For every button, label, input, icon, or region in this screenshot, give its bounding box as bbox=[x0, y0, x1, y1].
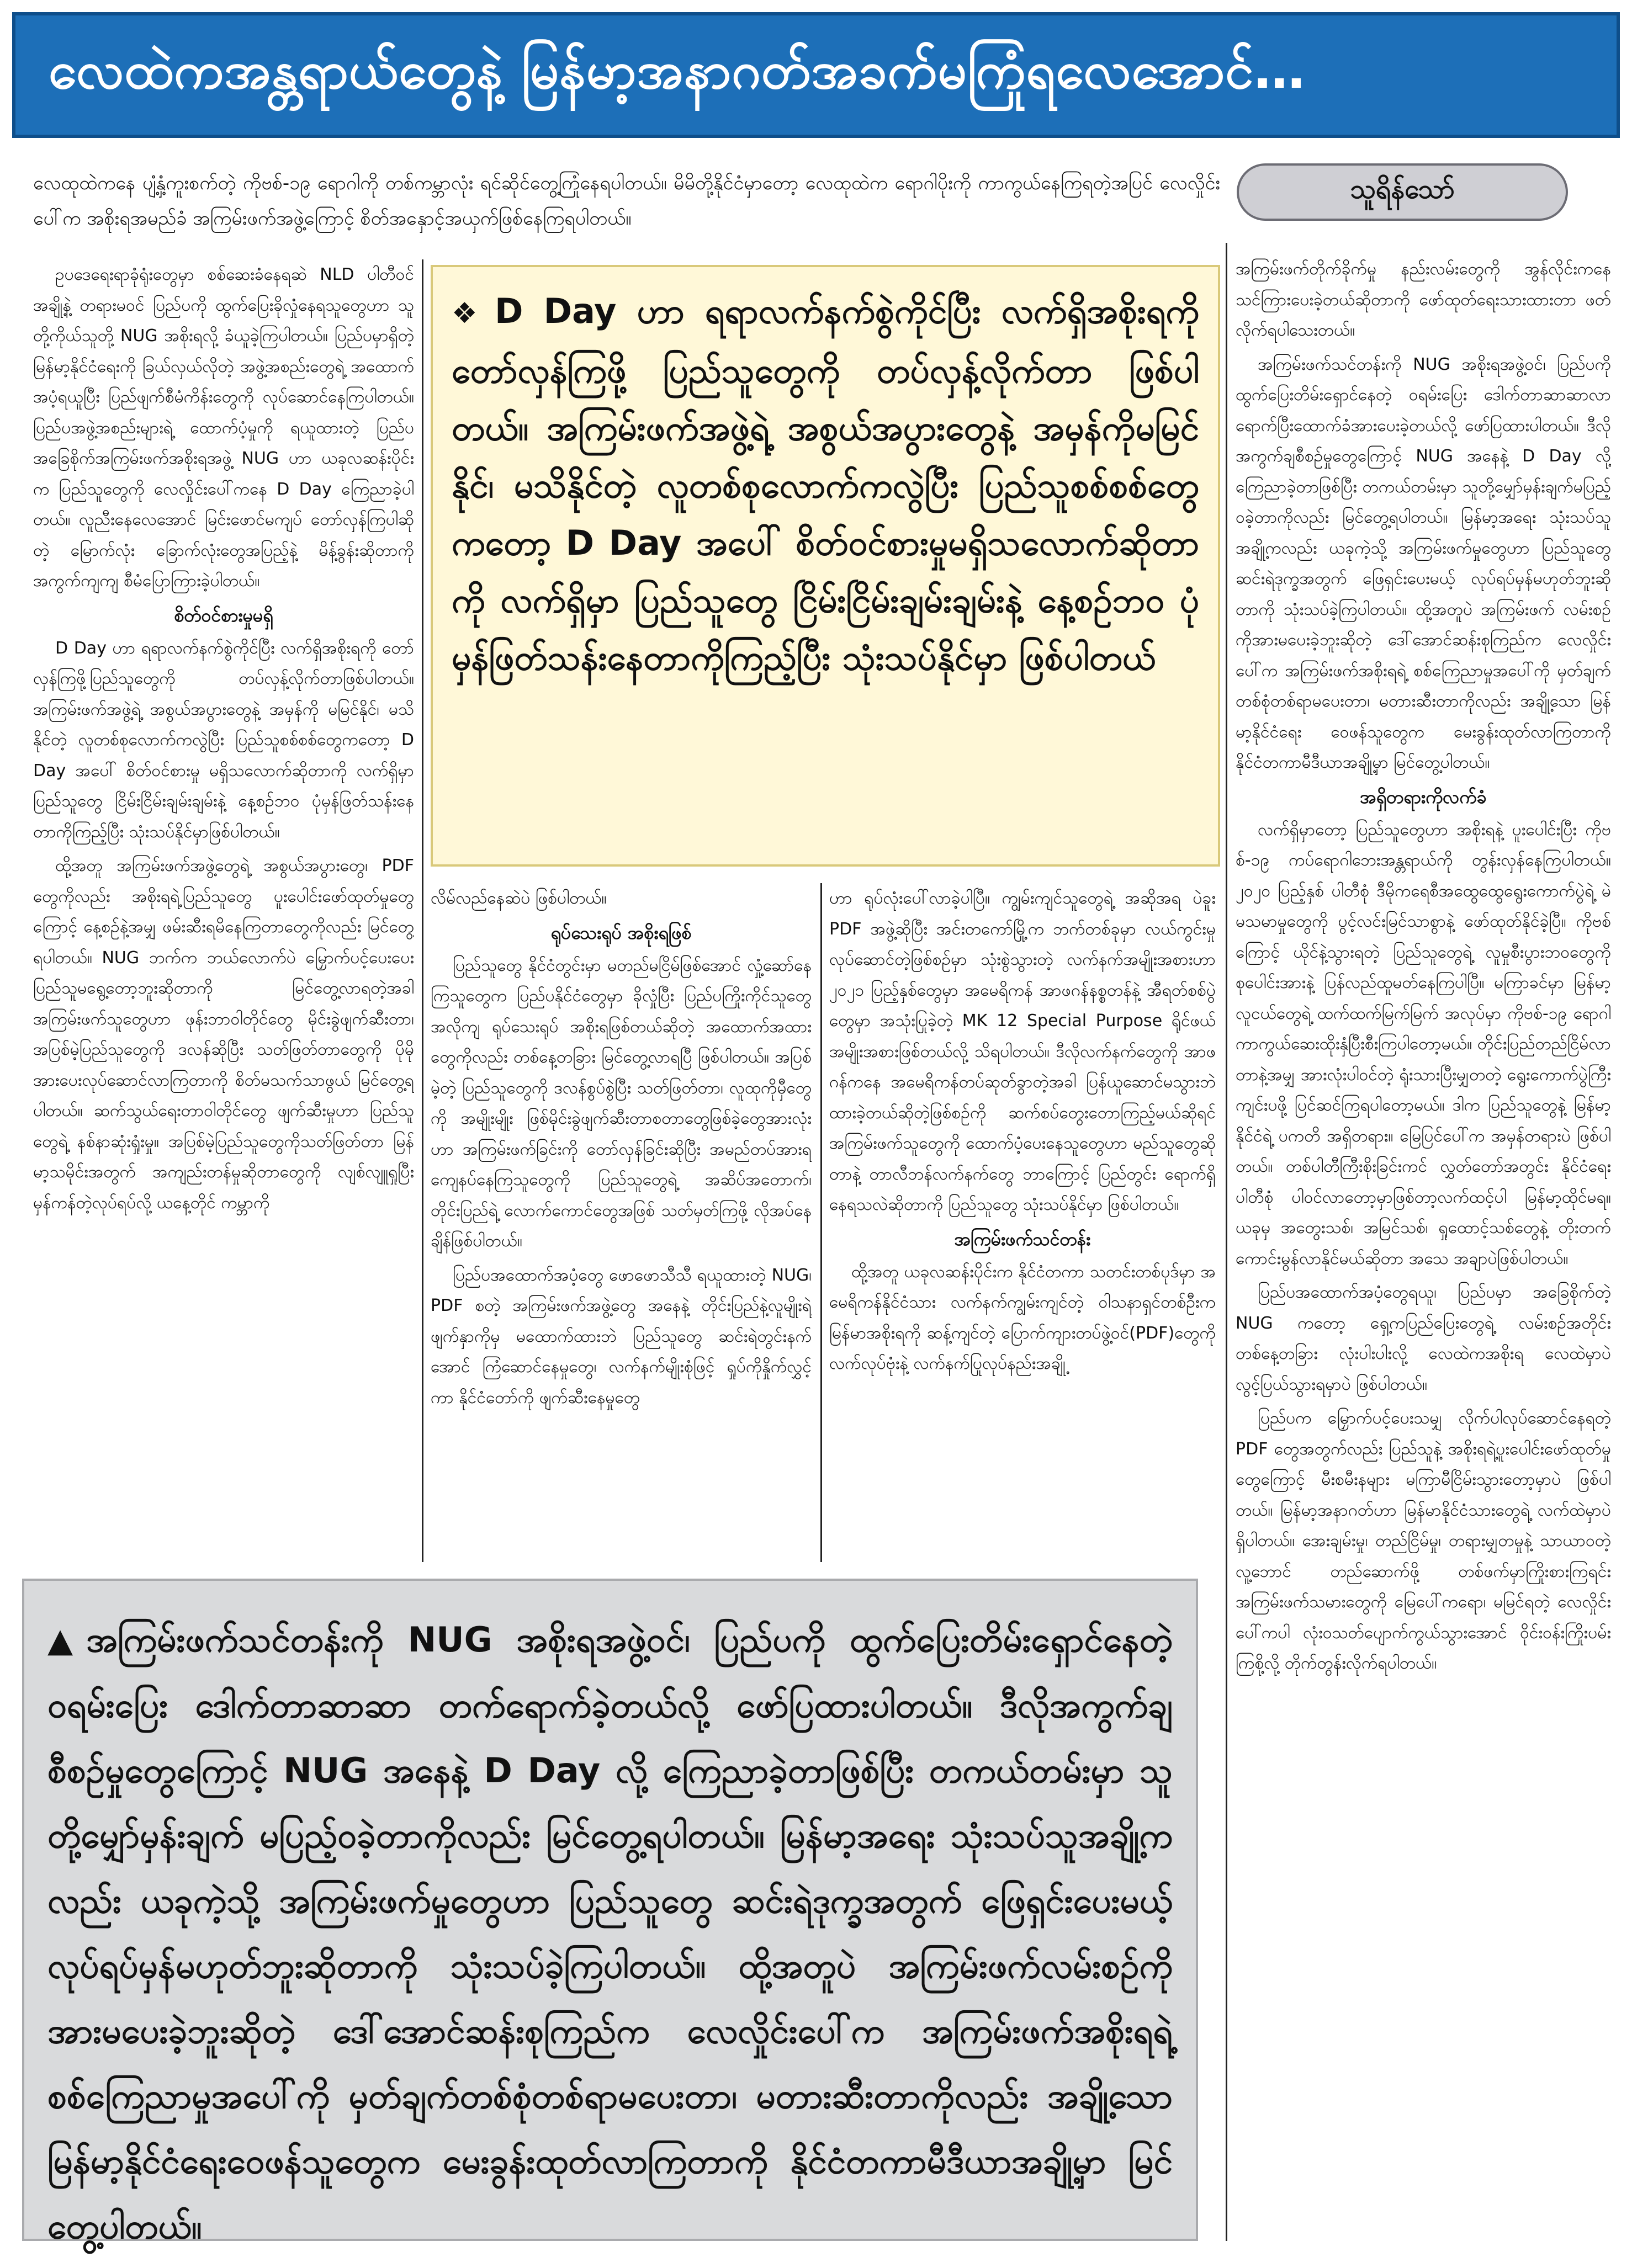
pull-quote-top-body: D Day ဟာ ရရာလက်နက်စွဲကိုင်ပြီး လက်ရှိအစိုးရကို တော်လှန်ကြဖို့ ပြည်သူတွေကို တပ်လှန့်လိုက်တာ ဖြစ်ပါတယ်။ အကြမ်းဖက်အဖွဲ့ရဲ့ အစွယ်အပွားတွေနဲ့ အမှန်ကိုမမြင်နိုင်၊ မသိနိုင်တဲ့ လူတစ်စုလောက်ကလွဲပြီး ပြည်သူစစ်စစ်တွေကတော့ D Day အပေါ် စိတ်ဝင်စားမှုမရှိသလောက်ဆိုတာကို လက်ရှိမှာ ပြည်သူတွေ ငြိမ်းငြိမ်းချမ်းချမ်းနဲ့ နေ့စဉ်ဘဝ ပုံမှန်ဖြတ်သန်းနေတာကိုကြည့်ပြီး သုံးသပ်နိုင်မှာ ဖြစ်ပါတယ် bbox=[452, 291, 1199, 678]
pull-quote-bottom-text bbox=[47, 1607, 1173, 2259]
author-name: သူရိန်သော် bbox=[1350, 174, 1455, 205]
col4-paragraph: လက်ရှိမှာတော့ ပြည်သူတွေဟာ အစိုးရနဲ့ ပူးပေါင်းပြီး ကိုဗစ်-၁၉ ကပ်ရောဂါဘေးအန္တရာယ်ကို တွန်းလှန်နေကြပါတယ်။ ၂၀၂၀ ပြည့်နှစ် ပါတီစုံ ဒီမိုကရေစီအထွေထွေရွေးကောက်ပွဲရဲ့ မဲမသမာမှုတွေကို ပွင့်လင်းမြင်သာစွာနဲ့ ဖော်ထုတ်နိုင်ခဲ့ပြီ။ ကိုဗစ်ကြောင့် ယိုင်နဲ့သွားရတဲ့ ပြည်သူတွေရဲ့ လူမှုစီးပွားဘဝတွေကို စုပေါင်းအားနဲ့ ပြန်လည်ထူမတ်နေကြပါပြီ။ မကြာခင်မှာ မြန်မာ့လူငယ်တွေရဲ့ ထက်ထက်မြက်မြက် အလုပ်မှာ ကိုဗစ်-၁၉ ရောဂါ ကာကွယ်ဆေးထိုးနှံပြီးစီးကြပါတော့မယ်။ တိုင်းပြည်တည်ငြိမ်လာတာနဲ့အမျှ အားလုံးပါဝင်တဲ့ ရုံးသားပြီးမျှတတဲ့ ရွေးကောက်ပွဲကြီးကျင်းပဖို့ ပြင်ဆင်ကြရပါတော့မယ်။ ဒါက ပြည်သူတွေနဲ့ မြန်မာ့နိုင်ငံရဲ့ ပကတိ အရှိတရား။ မြေပြင်ပေါ်က အမှန်တရားပဲ ဖြစ်ပါတယ်။ တစ်ပါတီကြီးစိုးခြင်းကင် လွှတ်တော်အတွင်း နိုင်ငံရေးပါတီစုံ ပါဝင်လာတော့မှာဖြစ်တာ့လက်ထင့်ပါ မြန်မာ့ထိုင်မရ။ ယခုမှ အတွေးသစ်၊ အမြင်သစ်၊ ရှုထောင့်သစ်တွေနဲ့ တိုးတက်ကောင်းမွန်လာနိုင်မယ်ဆိုတာ အသေ အချာပဲဖြစ်ပါတယ်။ bbox=[1236, 820, 1611, 1268]
triangle-icon: ▲ bbox=[47, 1621, 73, 1660]
col1-paragraph: D Day ဟာ ရရာလက်နက်စွဲကိုင်ပြီး လက်ရှိအစိုးရကို တော်လှန်ကြဖို့ပြည်သူတွေကို တပ်လှန့်လိုက်တာဖြစ်ပါတယ်။ အကြမ်းဖက်အဖွဲ့ရဲ့ အစွယ်အပွားတွေနဲ့ အမှန်ကို မမြင်နိုင်၊ မသိနိုင်တဲ့ လူတစ်စုလောက်ကလွဲပြီး ပြည်သူစစ်စစ်တွေကတော့ D Day အပေါ် စိတ်ဝင်စားမှု မရှိသလောက်ဆိုတာကို လက်ရှိမှာ ပြည်သူတွေ ငြိမ်းငြိမ်းချမ်းချမ်းနဲ့ နေ့စဉ်ဘဝ ပုံမှန်ဖြတ်သန်းနေတာကိုကြည့်ပြီး သုံးသပ်နိုင်မှာဖြစ်ပါတယ်။ bbox=[33, 638, 414, 842]
col2-subheading: ရုပ်သေးရုပ် အစိုးရဖြစ် bbox=[550, 922, 692, 943]
column-4 bbox=[1236, 254, 1611, 2252]
article-title: လေထဲကအန္တရာယ်တွေနဲ့ မြန်မာ့အနာဂတ်အခက်မကြုံရလေအောင်… bbox=[49, 41, 1306, 100]
pull-quote-bottom bbox=[22, 1579, 1198, 2246]
col1-paragraph: ထို့အတူ အကြမ်းဖက်အဖွဲ့တွေရဲ့ အစွယ်အပွားတွေ၊ PDF တွေကိုလည်း အစိုးရရဲ့ပြည်သူတွေ ပူးပေါင်းဖော်ထုတ်မှုတွေကြောင့် နေ့စဉ်နဲ့အမျှ ဖမ်းဆီးရမိနေကြတာတွေကိုလည်း မြင်တွေ့ရပါတယ်။ NUG ဘက်က ဘယ်လောက်ပဲ မြှောက်ပင့်ပေးပေး ပြည်သူမရွေ့တော့ဘူးဆိုတာကို မြင်တွေ့လာရတဲ့အခါ အကြမ်းဖက်သူတွေဟာ ဖုန်းဘာဝါတိုင်တွေ မိုင်းခွဲဖျက်ဆီးတာ၊ အပြစ်မဲ့ပြည်သူတွေကို ဒလန်ဆိုပြီး သတ်ဖြတ်တာတွေကို ပိုမိုအားပေးလုပ်ဆောင်လာကြတာကို စိတ်မသက်သာဖွယ် မြင်တွေ့ရပါတယ်။ ဆက်သွယ်ရေးတာဝါတိုင်တွေ ဖျက်ဆီးမှုဟာ ပြည်သူတွေရဲ့ နစ်နာဆုံးရှုံးမှု။ အပြစ်မဲ့ပြည်သူတွေကိုသတ်ဖြတ်တာ မြန်မာ့သမိုင်းအတွက် အကျည်းတန်မှုဆိုတာတွေကို လျစ်လျူရှုပြီး မှန်ကန်တဲ့လုပ်ရပ်လို့ ယနေ့တိုင် ကမ္ဘာကို bbox=[33, 856, 414, 1213]
col4-paragraph: အကြမ်းဖက်သင်တန်းကို NUG အစိုးရအဖွဲ့ဝင်၊ ပြည်ပကို ထွက်ပြေးတိမ်းရှောင်နေတဲ့ ဝရမ်းပြေး ဒေါက်တာဆာဆာလာရောက်ပြီးထောက်ခံအားပေးခဲ့တယ်လို့ ဖော်ပြထားပါတယ်။ ဒီလိုအကွက်ချစီစဉ်မှုတွေကြောင့် NUG အနေနဲ့ D Day လို့ကြေညာခဲ့တာဖြစ်ပြီး တကယ်တမ်းမှာ သူတို့မျှော်မှန်းချက်မပြည့်ဝခဲ့တာကိုလည်း မြင်တွေ့ရပါတယ်။ မြန်မာ့အရေး သုံးသပ်သူအချို့ကလည်း ယခုကဲ့သို့ အကြမ်းဖက်မှုတွေဟာ ပြည်သူတွေ ဆင်းရဲဒုက္ခအတွက် ဖြေရှင်းပေးမယ့် လုပ်ရပ်မှန်မဟုတ်ဘူးဆိုတာကို သုံးသပ်ခဲ့ကြပါတယ်။ ထို့အတူပဲ အကြမ်းဖက် လမ်းစဉ်ကိုအားမပေးခဲ့ဘူးဆိုတဲ့ ဒေါ်အောင်ဆန်းစုကြည်က လေလှိုင်းပေါ်က အကြမ်းဖက်အစိုးရရဲ့ စစ်ကြေညာမှုအပေါ်ကို မှတ်ချက်တစ်စုံတစ်ရာမပေးတာ၊ မတားဆီးတာကိုလည်း အချို့သော မြန်မာ့နိုင်ငံရေး ဝေဖန်သူတွေက မေးခွန်းထုတ်လာကြတာကို နိုင်ငံတကာမီဒီယာအချို့မှာ မြင်တွေ့ပါတယ်။ bbox=[1236, 354, 1611, 772]
pull-quote-top bbox=[431, 265, 1220, 867]
pull-quote-top-text bbox=[452, 283, 1199, 687]
col2-paragraph: လိမ်လည်နေဆဲပဲ ဖြစ်ပါတယ်။ bbox=[431, 889, 607, 908]
col3-paragraph: ဟာ ရုပ်လုံးပေါ်လာခဲ့ပါပြီ။ ကျွမ်းကျင်သူတွေရဲ့ အဆိုအရ ပဲခူး PDF အဖွဲ့ဆိုပြီး အင်းတကော်မြို့က ဘက်တစ်ခုမှာ လယ်ကွင်းမှုလုပ်ဆောင်တဲ့ဖြစ်စဉ်မှာ သုံးစွဲသွားတဲ့ လက်နက်အမျိုးအစားဟာ ၂၀၂၁ ပြည့်နှစ်တွေမှာ အမေရိကန် အာဖဂန်နစ္စတန်နဲ့ အီရတ်စစ်ပွဲတွေမှာ အသုံးပြုခဲ့တဲ့ MK 12 Special Purpose ရိုင်ဖယ်အမျိုးအစားဖြစ်တယ်လို့ သိရပါတယ်။ ဒီလိုလက်နက်တွေကို အာဖဂန်ကနေ အမေရိကန်တပ်ဆုတ်ခွာတဲ့အခါ ပြန်ယူဆောင်မသွားဘဲ ထားခဲ့တယ်ဆိုတဲ့ဖြစ်စဉ်ကို ဆက်စပ်တွေးတောကြည့်မယ်ဆိုရင် အကြမ်းဖက်သူတွေကို ထောက်ပံ့ပေးနေသူတွေဟာ မည်သူတွေဆိုတာနဲ့ တာလီဘန်လက်နက်တွေ ဘာကြောင့် ပြည်တွင်း ရောက်ရှိနေရသလဲဆိုတာကို ပြည်သူတွေ သုံးသပ်နိုင်မှာ ဖြစ်ပါတယ်။ bbox=[829, 889, 1216, 1214]
pull-quote-bottom-body: အကြမ်းဖက်သင်တန်းကို NUG အစိုးရအဖွဲ့ဝင်၊ ပြည်ပကို ထွက်ပြေးတိမ်းရှောင်နေတဲ့ ဝရမ်းပြေး ဒေါက်တာဆာဆာ တက်ရောက်ခဲ့တယ်လို့ ဖော်ပြထားပါတယ်။ ဒီလိုအကွက်ချစီစဉ်မှုတွေကြောင့် NUG အနေနဲ့ D Day လို့ ကြေညာခဲ့တာဖြစ်ပြီး တကယ်တမ်းမှာ သူတို့မျှော်မှန်းချက် မပြည့်ဝခဲ့တာကိုလည်း မြင်တွေ့ရပါတယ်။ မြန်မာ့အရေး သုံးသပ်သူအချို့ကလည်း ယခုကဲ့သို့ အကြမ်းဖက်မှုတွေဟာ ပြည်သူတွေ ဆင်းရဲဒုက္ခအတွက် ဖြေရှင်းပေးမယ့် လုပ်ရပ်မှန်မဟုတ်ဘူးဆိုတာကို သုံးသပ်ခဲ့ကြပါတယ်။ ထို့အတူပဲ အကြမ်းဖက်လမ်းစဉ်ကို အားမပေးခဲ့ဘူးဆိုတဲ့ ဒေါ်အောင်ဆန်းစုကြည်က လေလှိုင်းပေါ်က အကြမ်းဖက်အစိုးရရဲ့ စစ်ကြေညာမှုအပေါ်ကို မှတ်ချက်တစ်စုံတစ်ရာမပေးတာ၊ မတားဆီးတာကိုလည်း အချို့သော မြန်မာ့နိုင်ငံရေးဝေဖန်သူတွေက မေးခွန်းထုတ်လာကြတာကို နိုင်ငံတကာမီဒီယာအချို့မှာ မြင်တွေ့ပါတယ်။ bbox=[47, 1619, 1173, 2246]
column-divider bbox=[422, 259, 423, 1562]
col1-paragraph: ဥပဒေရေးရာခုံရုံးတွေမှာ စစ်ဆေးခံနေရဆဲ NLD ပါတီဝင်အချို့နဲ့ တရားမဝင် ပြည်ပကို ထွက်ပြေးခိုလှုံနေရသူတွေဟာ သူတို့ကိုယ်သူတို့ NUG အစိုးရလို့ ခံယူခဲ့ကြပါတယ်။ ပြည်ပမှာရှိတဲ့ မြန်မာ့နိုင်ငံရေးကို ခြယ်လှယ်လိုတဲ့ အဖွဲ့အစည်းတွေရဲ့ အထောက်အပံ့ရယူပြီး ပြည်ဖျက်စီမံကိန်းတွေကို လုပ်ဆောင်နေကြပါတယ်။ ပြည်ပအဖွဲ့အစည်းများရဲ့ ထောက်ပံ့မှုကို ရယူထားတဲ့ ပြည်ပအခြေစိုက်အကြမ်းဖက်အစိုးရအဖွဲ့ NUG ဟာ ယခုလဆန်းပိုင်းက ပြည်သူတွေကို လေလှိုင်းပေါ်ကနေ D Day ကြေညာခဲ့ပါတယ်။ လူညီးနေလေအောင် မြင်းဖောင်မကျပ် တော်လှန်ကြပါဆိုတဲ့ မြောက်လုံး ခြောက်လုံးတွေအပြည့်နဲ့ မိန့်ခွန်းဆိုတာကို အကွက်ကျကျ စီမံပြောကြားခဲ့ပါတယ်။ bbox=[33, 265, 414, 591]
column-3 bbox=[829, 883, 1216, 1562]
col3-paragraph: ထို့အတူ ယခုလဆန်းပိုင်းက နိုင်ငံတကာ သတင်းတစ်ပုဒ်မှာ အမေရိကန်နိုင်ငံသား လက်နက်ကျွမ်းကျင်တဲ့ ဝါသနာရှင်တစ်ဦးက မြန်မာအစိုးရကို ဆန့်ကျင်တဲ့ ပြောက်ကျားတပ်ဖွဲ့ဝင်(PDF)တွေကို လက်လုပ်ဗုံးနဲ့ လက်နက်ပြုလုပ်နည်းအချို့ bbox=[829, 1262, 1216, 1373]
col4-paragraph: အကြမ်းဖက်တိုက်ခိုက်မှု နည်းလမ်းတွေကို အွန်လိုင်းကနေ သင်ကြားပေးခဲ့တယ်ဆိုတာကို ဖော်ထုတ်ရေးသားထားတာ ဖတ်လိုက်ရပါသေးတယ်။ bbox=[1236, 259, 1611, 340]
intro-paragraph: လေထုထဲကနေ ပျံ့နှံ့ကူးစက်တဲ့ ကိုဗစ်-၁၉ ရောဂါကို တစ်ကမ္ဘာလုံး ရင်ဆိုင်တွေ့ကြုံနေရပါတယ်။ မိမိတို့နိုင်ငံမှာတော့ လေထုထဲက ရောဂါပိုးကို ကာကွယ်နေကြရတဲ့အပြင် လေလှိုင်းပေါ်က အစိုးရအမည်ခံ အကြမ်းဖက်အဖွဲ့ကြောင့် စိတ်အနှောင့်အယှက်ဖြစ်နေကြရပါတယ်။ bbox=[33, 172, 1220, 230]
col4-subheading: အရှိတရားကိုလက်ခံ bbox=[1360, 786, 1487, 808]
column-2 bbox=[431, 883, 812, 1562]
col3-subheading: အကြမ်းဖက်သင်တန်း bbox=[954, 1228, 1091, 1250]
headline-banner bbox=[12, 12, 1620, 138]
diamond-icon: ❖ bbox=[452, 297, 478, 330]
col2-paragraph: ပြည်ပအထောက်အပံ့တွေ ဖောဖောသီသီ ရယူထားတဲ့ NUG၊ PDF စတဲ့ အကြမ်းဖက်အဖွဲ့တွေ အနေနဲ့ တိုင်းပြည်နဲ့လူမျိုးရဲ့ ဖျက်နှာကိုမှ မထောက်ထားဘဲ ပြည်သူတွေ ဆင်းရဲတွင်းနက်အောင် ကြံဆောင်နေမှုတွေ၊ လက်နက်မျိုးစုံဖြင့် ရှုပ်ကိုနှိုက်လွှင့်ကာ နိုင်ငံတော်ကို ဖျက်ဆီးနေမှုတွေ bbox=[431, 1265, 812, 1407]
author-badge bbox=[1237, 163, 1568, 221]
column-divider bbox=[820, 883, 822, 1562]
column-divider bbox=[1226, 243, 1227, 2241]
col4-paragraph: ပြည်ပက မြှောက်ပင့်ပေးသမျှ လိုက်ပါလုပ်ဆောင်နေရတဲ့ PDF တွေအတွက်လည်း ပြည်သူနဲ့ အစိုးရရဲ့ပူးပေါင်းဖော်ထုတ်မှုတွေကြောင့် မီးစမီးနများ မကြာမီငြိမ်းသွားတော့မှာပဲ ဖြစ်ပါတယ်။ မြန်မာ့အနာဂတ်ဟာ မြန်မာနိုင်ငံသားတွေရဲ့ လက်ထဲမှာပဲရှိပါတယ်။ အေးချမ်းမှု၊ တည်ငြိမ်မှု၊ တရားမျှတမှုနဲ့ သာယာဝတဲ့လူ့ဘောင် တည်ဆောက်ဖို့ တစ်ဖက်မှာကြိုးစားကြရင်း အကြမ်းဖက်သမားတွေကို မြေပေါ်ကရော၊ မမြင်ရတဲ့ လေလှိုင်းပေါ်ကပါ လုံးဝသတ်ပျောက်ကွယ်သွားအောင် ဝိုင်းဝန်းကြိုးပမ်းကြစို့လို့ တိုက်တွန်းလိုက်ရပါတယ်။ bbox=[1236, 1409, 1611, 1673]
column-1 bbox=[33, 259, 414, 1562]
col2-paragraph: ပြည်သူတွေ နိုင်ငံတွင်းမှာ မတည်မငြိမ်ဖြစ်အောင် လှုံ့ဆော်နေကြသူတွေက ပြည်ပနိုင်ငံတွေမှာ ခိုလှုံပြီး ပြည်ပကြိုးကိုင်သူတွေအလိုကျ ရုပ်သေးရုပ် အစိုးရဖြစ်တယ်ဆိုတဲ့ အထောက်အထားတွေကိုလည်း တစ်နေ့တခြား မြင်တွေ့လာရပြီ ဖြစ်ပါတယ်။ အပြစ်မဲ့တဲ့ ပြည်သူတွေကို ဒလန်စွပ်စွဲပြီး သတ်ဖြတ်တာ၊ လူထုကိုမှီတွေကို အမျိုးမျိုး ဖြစ်မိုင်းခွဲဖျက်ဆီးတာစတာတွေဖြစ်ခဲ့တွေအားလုံးဟာ အကြမ်းဖက်ခြင်းကို တော်လှန်ခြင်းဆိုပြီး အမည်တပ်အားရကျေနပ်နေကြသူတွေကို ပြည်သူတွေရဲ့ အဆိပ်အတောက်၊ တိုင်းပြည်ရဲ့ လောက်ကောင်တွေအဖြစ် သတ်မှတ်ကြဖို့ လိုအပ်နေချိန်ဖြစ်ပါတယ်။ bbox=[431, 955, 812, 1251]
col1-subheading: စိတ်ဝင်စားမှုမရှိ bbox=[174, 604, 273, 626]
col4-paragraph: ပြည်ပအထောက်အပံ့တွေရယူ၊ ပြည်ပမှာ အခြေစိုက်တဲ့ NUG ကတော့ ရှေ့ကပြည်ပြေးတွေရဲ့ လမ်းစဉ်အတိုင်း တစ်နေ့တခြား လုံးပါးပါးလို့ လေထဲကအစိုးရ လေထဲမှာပဲ လွင့်ပြယ်သွားရမှာပဲ ဖြစ်ပါတယ်။ bbox=[1236, 1283, 1611, 1394]
